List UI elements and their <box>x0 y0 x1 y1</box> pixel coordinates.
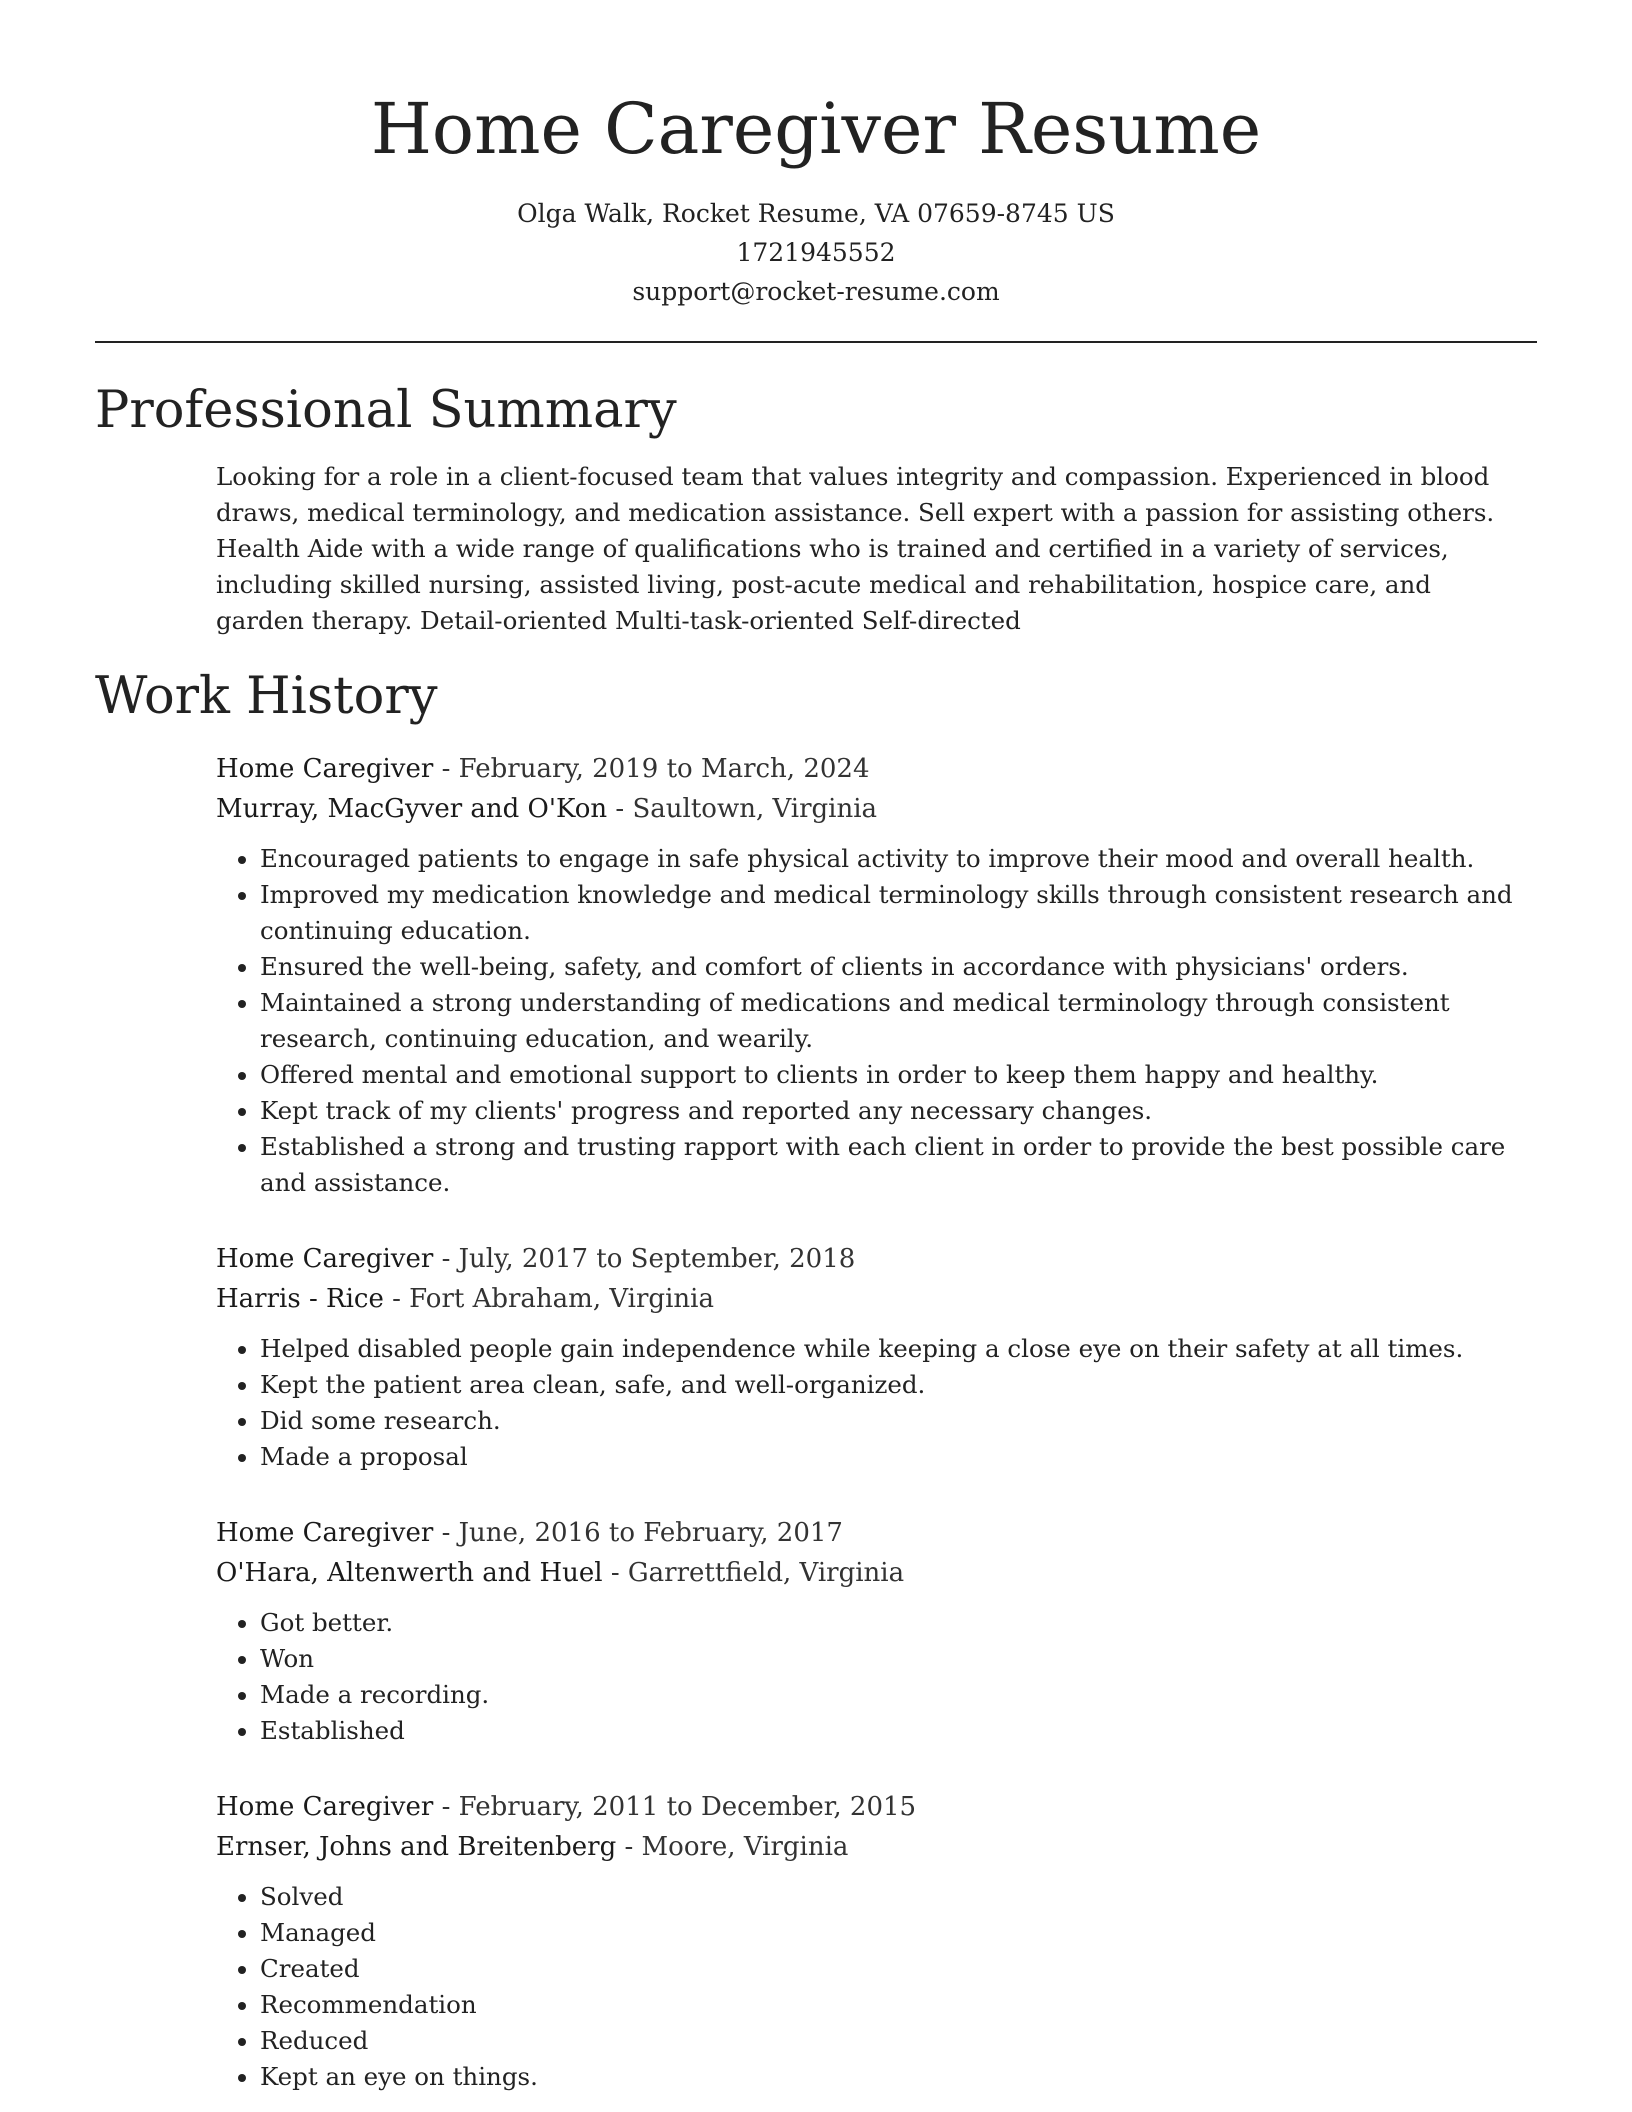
summary-text: Looking for a role in a client-focused team that values integrity and compassion. Experienced in blood draws, medical terminology, and medication assistance. Sell expert with a passion for assisting others. Health Aide with a wide range of qualifications who is trained and certified in a variety of services, including skilled nursing, assisted living, post-acute medical and rehabilitation, hospice care, and garden therapy. Detail-oriented Multi-task-oriented Self-directed <box>216 462 1495 635</box>
resume-header <box>95 0 1537 311</box>
contact-phone: 1721945552 <box>736 238 896 267</box>
summary-section <box>95 381 1537 639</box>
job-company-line <box>216 1827 1537 1867</box>
summary-body <box>95 459 1537 639</box>
job-bullet: • Kept an eye on things. <box>260 2059 1527 2095</box>
job-bullets <box>216 841 1537 1201</box>
job-company: Ernser, Johns and Breitenberg <box>216 1832 617 1862</box>
job-bullet: • Helped disabled people gain independence while keeping a close eye on their safety at all times. <box>260 1331 1527 1367</box>
contact-email: support@rocket-resume.com <box>632 277 1000 306</box>
job-bullet: • Offered mental and emotional support to clients in order to keep them happy and healthy. <box>260 1057 1527 1093</box>
job-bullet: • Made a proposal <box>260 1439 1527 1475</box>
job-bullets <box>216 1879 1537 2095</box>
contact-info <box>95 194 1537 311</box>
job-title-line <box>216 1513 1537 1553</box>
job-bullet: • Encouraged patients to engage in safe physical activity to improve their mood and overall health. <box>260 841 1527 877</box>
work-history-body <box>95 749 1537 2095</box>
job-entry <box>216 1513 1537 1749</box>
job-role: Home Caregiver <box>216 1244 434 1274</box>
work-history-heading: Work History <box>95 667 438 726</box>
job-title-line <box>216 749 1537 789</box>
job-bullet: • Won <box>260 1641 1527 1677</box>
header-divider <box>95 341 1537 343</box>
job-bullet: • Solved <box>260 1879 1527 1915</box>
job-dates: - February, 2011 to December, 2015 <box>433 1792 917 1822</box>
job-bullet: • Ensured the well-being, safety, and comfort of clients in accordance with physicians' orders. <box>260 949 1527 985</box>
job-company: Harris - Rice <box>216 1284 384 1314</box>
job-bullet: • Improved my medication knowledge and medical terminology skills through consistent research and continuing education. <box>260 877 1527 949</box>
work-history-section <box>95 667 1537 2095</box>
job-title-line <box>216 1239 1537 1279</box>
job-company: Murray, MacGyver and O'Kon <box>216 794 608 824</box>
job-bullet: • Did some research. <box>260 1403 1527 1439</box>
summary-heading: Professional Summary <box>95 381 677 440</box>
job-company-line <box>216 1279 1537 1319</box>
job-location: - Garrettfield, Virginia <box>602 1558 905 1588</box>
job-bullet: • Created <box>260 1951 1527 1987</box>
job-company: O'Hara, Altenwerth and Huel <box>216 1558 603 1588</box>
job-location: - Moore, Virginia <box>616 1832 849 1862</box>
job-bullet: • Recommendation <box>260 1987 1527 2023</box>
job-entry <box>216 749 1537 1201</box>
job-company-line <box>216 1553 1537 1593</box>
job-bullet: • Managed <box>260 1915 1527 1951</box>
job-bullet: • Established <box>260 1713 1527 1749</box>
job-bullets <box>216 1605 1537 1749</box>
job-role: Home Caregiver <box>216 1518 434 1548</box>
resume-title: Home Caregiver Resume <box>370 88 1262 170</box>
job-bullet: • Reduced <box>260 2023 1527 2059</box>
job-company-line <box>216 789 1537 829</box>
job-bullet: • Kept track of my clients' progress and reported any necessary changes. <box>260 1093 1527 1129</box>
contact-address: Olga Walk, Rocket Resume, VA 07659-8745 US <box>517 199 1115 228</box>
job-bullet: • Made a recording. <box>260 1677 1527 1713</box>
job-location: - Fort Abraham, Virginia <box>383 1284 714 1314</box>
job-entry <box>216 1787 1537 2095</box>
job-bullet: • Kept the patient area clean, safe, and well-organized. <box>260 1367 1527 1403</box>
job-title-line <box>216 1787 1537 1827</box>
job-dates: - June, 2016 to February, 2017 <box>433 1518 843 1548</box>
job-bullet: • Established a strong and trusting rapport with each client in order to provide the best possible care and assistance. <box>260 1129 1527 1201</box>
job-role: Home Caregiver <box>216 754 434 784</box>
job-dates: - July, 2017 to September, 2018 <box>433 1244 856 1274</box>
job-location: - Saultown, Virginia <box>607 794 878 824</box>
job-role: Home Caregiver <box>216 1792 434 1822</box>
job-bullets <box>216 1331 1537 1475</box>
job-bullet: • Maintained a strong understanding of medications and medical terminology through consistent research, continuing education, and wearily. <box>260 985 1527 1057</box>
job-bullet: • Got better. <box>260 1605 1527 1641</box>
job-dates: - February, 2019 to March, 2024 <box>433 754 870 784</box>
job-entry <box>216 1239 1537 1475</box>
